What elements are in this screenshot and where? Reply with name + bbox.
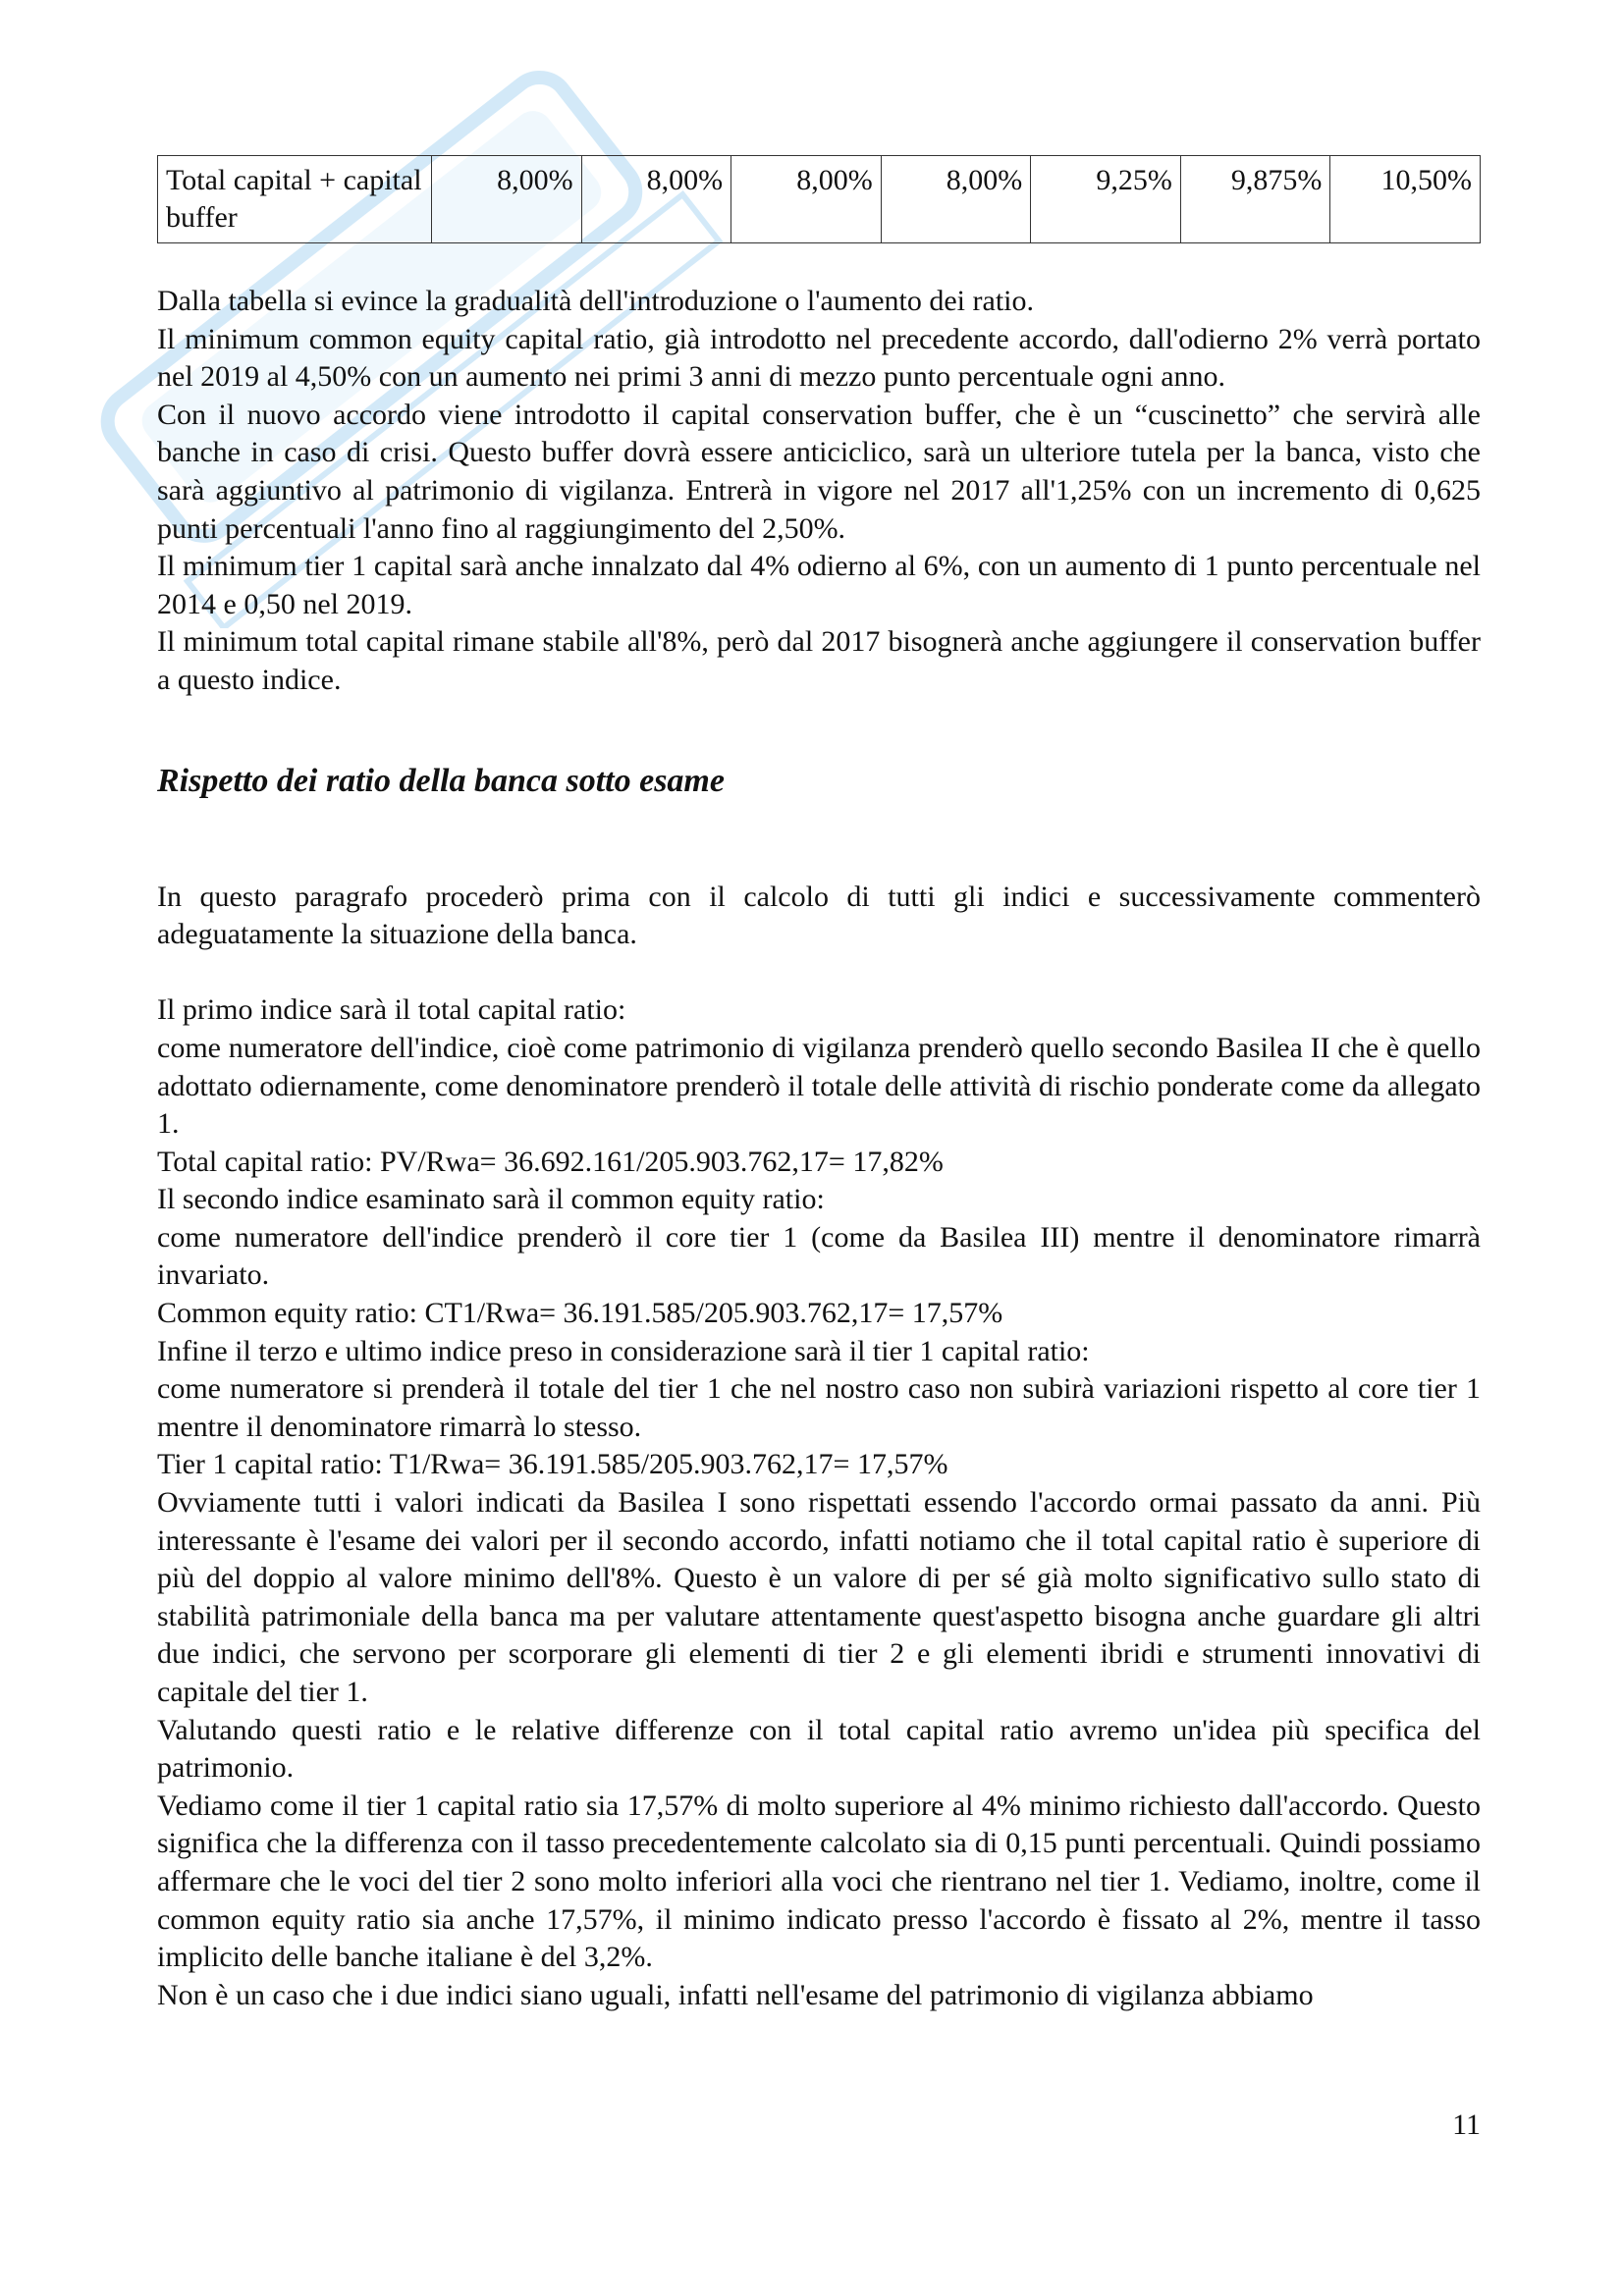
paragraph: Dalla tabella si evince la gradualità dell'introduzione o l'aumento dei ratio. (157, 285, 1034, 317)
document-page (157, 155, 1481, 2014)
paragraph: Il minimum common equity capital ratio, già introdotto nel precedente accordo, dall'odierno 2% verrà portato nel 2019 al 4,50% con un aumento nei primi 3 anni di mezzo punto percentuale ogni anno. (157, 322, 1481, 394)
paragraph: Infine il terzo e ultimo indice preso in considerazione sarà il tier 1 capital ratio: (157, 1334, 1090, 1367)
paragraph: Il primo indice sarà il total capital ratio: (157, 993, 626, 1027)
paragraph: Con il nuovo accordo viene introdotto il capital conservation buffer, che è un “cuscinetto” che servirà alle banche in caso di crisi. Questo buffer dovrà essere anticiclico, sarà un ulteriore tutela per la banca, visto che sarà aggiuntivo al patrimonio di vigilanza. Entrerà in vigore nel 2017 all'1,25% con un incremento di 0,625 punti percentuali l'anno fino al raggiungimento del 2,50%. (157, 398, 1481, 545)
table-cell: 8,00% (881, 156, 1031, 243)
page-number: 11 (1452, 2109, 1481, 2141)
paragraph: come numeratore dell'indice, cioè come patrimonio di vigilanza prenderò quello secondo Basilea II che è quello adottato odiernamente, come denominatore prenderò il totale delle attività di rischio ponderate come da allegato 1. (157, 1031, 1481, 1141)
capital-table (157, 155, 1481, 243)
formula-line: Total capital ratio: PV/Rwa= 36.692.161/205.903.762,17= 17,82% (157, 1145, 944, 1178)
formula-line: Common equity ratio: CT1/Rwa= 36.191.585/205.903.762,17= 17,57% (157, 1297, 1003, 1330)
table-cell: 8,00% (731, 156, 882, 243)
paragraph: Il minimum tier 1 capital sarà anche innalzato dal 4% odierno al 6%, con un aumento di 1 punto percentuale nel 2014 e 0,50 nel 2019. (157, 550, 1481, 620)
table-cell: 8,00% (432, 156, 582, 243)
intro-section (157, 283, 1481, 700)
table-row (158, 156, 1481, 243)
table-row-label: Total capital + capital buffer (158, 156, 432, 243)
ratio-section (157, 879, 1481, 2015)
paragraph: Il minimum total capital rimane stabile all'8%, però dal 2017 bisognerà anche aggiungere il conservation buffer a questo indice. (157, 625, 1481, 696)
paragraph: Il secondo indice esaminato sarà il common equity ratio: (157, 1183, 825, 1216)
paragraph: Valutando questi ratio e le relative differenze con il total capital ratio avremo un'idea più specifica del patrimonio. (157, 1713, 1481, 1785)
paragraph: Ovviamente tutti i valori indicati da Basilea I sono rispettati essendo l'accordo ormai passato da anni. Più interessante è l'esame dei valori per il secondo accordo, infatti notiamo che il total capital ratio è superiore di più del doppio al valore minimo dell'8%. Questo è un valore di per sé già molto significativo sullo stato di stabilità patrimoniale della banca ma per valutare attentamente quest'aspetto bisogna anche guardare gli altri due indici, che servono per scorporare gli elementi di tier 2 e gli elementi ibridi e strumenti innovativi di capitale del tier 1. (157, 1486, 1481, 1708)
table-cell: 8,00% (581, 156, 731, 243)
paragraph: In questo paragrafo procederò prima con il calcolo di tutti gli indici e successivamente commenterò adeguatamente la situazione della banca. (157, 880, 1481, 951)
paragraph: come numeratore dell'indice prenderò il core tier 1 (come da Basilea III) mentre il denominatore rimarrà invariato. (157, 1220, 1481, 1292)
table-cell: 9,875% (1180, 156, 1330, 243)
table-cell: 9,25% (1031, 156, 1181, 243)
paragraph: come numeratore si prenderà il totale del tier 1 che nel nostro caso non subirà variazioni rispetto al core tier 1 mentre il denominatore rimarrà lo stesso. (157, 1372, 1481, 1443)
formula-line: Tier 1 capital ratio: T1/Rwa= 36.191.585/205.903.762,17= 17,57% (157, 1448, 948, 1481)
table-cell: 10,50% (1330, 156, 1481, 243)
section-heading: Rispetto dei ratio della banca sotto esame (157, 762, 725, 799)
paragraph-gap (157, 954, 1481, 992)
paragraph: Non è un caso che i due indici siano uguali, infatti nell'esame del patrimonio di vigilanza abbiamo (157, 1978, 1314, 2011)
paragraph: Vediamo come il tier 1 capital ratio sia 17,57% di molto superiore al 4% minimo richiesto dall'accordo. Questo significa che la differenza con il tasso precedentemente calcolato sia di 0,15 punti percentuali. Quindi possiamo affermare che le voci del tier 2 sono molto inferiori alla voci che rientrano nel tier 1. Vediamo, inoltre, come il common equity ratio sia anche 17,57%, il minimo indicato presso l'accordo è fissato al 2%, mentre il tasso implicito delle banche italiane è del 3,2%. (157, 1789, 1481, 1974)
